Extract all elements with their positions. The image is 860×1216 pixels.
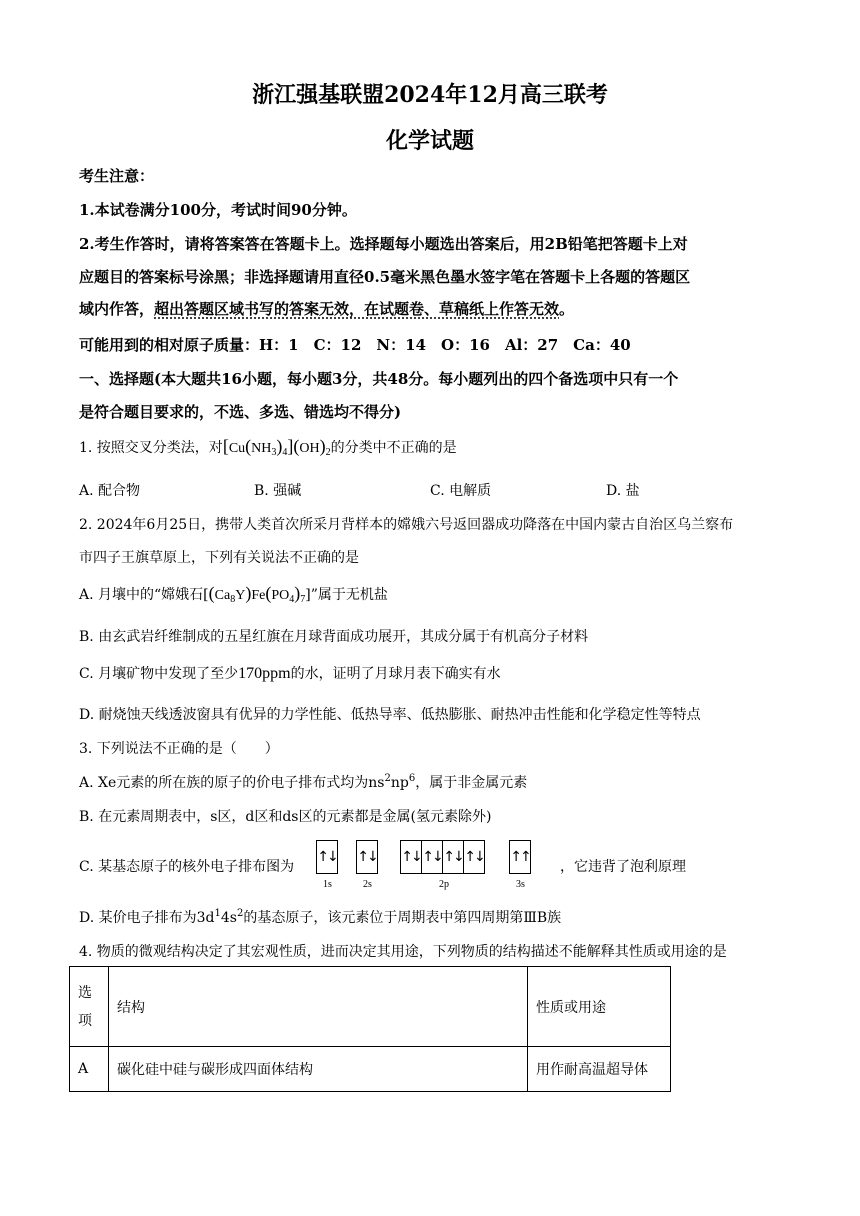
orbital-label-3s: 3s [516,879,525,890]
question-2-stem-line-2: 市四子王旗草原上，下列有关说法不正确的是 [79,550,359,566]
emphasis-text: 超出答题区域书写的答案无效，在试题卷、草稿纸上作答无效 [154,300,560,318]
q3-option-b[interactable]: B. 在元素周期表中，s区，d区和ds区的元素都是金属(氢元素除外) [79,809,492,825]
q2-option-d[interactable]: D. 耐烧蚀天线透波窗具有优异的力学性能、低热导率、低热膨胀、耐热冲击性能和化学稳定性等特点 [79,707,701,723]
header-text: 选 [78,984,92,1001]
question-text: 1. 按照交叉分类法，对 [79,440,223,456]
q2-option-b[interactable]: B. 由玄武岩纤维制成的五星红旗在月球背面成功展开，其成分属于有机高分子材料 [79,629,589,645]
option-text: D. 某价电子排布为3d [79,910,215,926]
option-text: C. 月壤矿物中发现了至少 [79,666,239,682]
table-row[interactable] [70,1047,671,1092]
up-up-arrow-icon: ↑↑ [509,840,531,874]
up-down-arrow-icon: ↑↓ [464,840,485,874]
question-2-stem-line-1: 2. 2024年6月25日，携带人类首次所采月背样本的嫦娥六号返回器成功降落在中国内蒙古自治区乌兰察布 [79,517,734,533]
table-cell: 用作耐高温超导体 [528,1047,671,1092]
option-text: ，属于非金属元素 [415,775,528,791]
q4-table [69,966,671,1092]
q1-option-b[interactable]: B. 强碱 [254,483,302,499]
q1-option-a[interactable]: A. 配合物 [79,483,141,499]
notice-text: 。 [559,300,575,318]
formula: $(Ca_8Y)Fe(PO_4)_7$ [208,583,306,605]
table-header-cell: 结构 [109,967,528,1047]
question-1-stem [79,436,457,458]
up-down-arrow-icon: ↑↓ [356,840,378,874]
option-text: 的水，证明了月球月表下确实有水 [290,666,501,682]
notice-item-1: 1.本试卷满分100分，考试时间90分钟。 [79,201,357,219]
table-header-row [70,967,671,1047]
q1-option-d[interactable]: D. 盐 [606,483,640,499]
value-text: 170ppm [238,665,291,682]
orbital-label-2s: 2s [363,879,372,890]
atomic-masses: 可能用到的相对原子质量：H：1 C：12 N：14 O：16 Al：27 Ca：40 [79,336,631,354]
exam-subtitle: 化学试题 [385,128,474,154]
formula: $[Cu(NH_3)_4](OH)_2$ [222,436,331,458]
orbital-2p [400,840,485,874]
option-text: A. 月壤中的“嫦娥石[ [79,587,209,603]
notice-item-2-line-1: 2.考生作答时，请将答案答在答题卡上。选择题每小题选出答案后，用2B铅笔把答题卡上对 [79,235,688,253]
option-text: ]”属于无机盐 [305,587,388,603]
up-down-arrow-icon: ↑↓ [422,840,443,874]
q3-option-c-suffix: ，它违背了泡利原理 [560,859,686,875]
option-text: np [390,775,409,791]
up-down-arrow-icon: ↑↓ [400,840,422,874]
header-text: 项 [78,1012,92,1029]
notice-item-2-line-2: 应题目的答案标号涂黑；非选择题请用直径0.5毫米黑色墨水签字笔在答题卡上各题的答题区 [79,268,691,286]
up-down-arrow-icon: ↑↓ [316,840,338,874]
exam-title: 浙江强基联盟2024年12月高三联考 [252,82,608,108]
q1-option-c[interactable]: C. 电解质 [430,483,492,499]
section-1-heading-line-1: 一、选择题(本大题共16小题，每小题3分，共48分。每小题列出的四个备选项中只有一个 [79,370,679,388]
notice-heading: 考生注意： [79,167,155,185]
option-text: 4s [220,910,237,926]
q2-option-c[interactable] [79,663,501,683]
question-3-stem: 3. 下列说法不正确的是（ ） [79,741,279,757]
orbital-label-1s: 1s [323,879,332,890]
option-text: 的基态原子，该元素位于周期表中第四周期第ⅢB族 [243,910,562,926]
up-down-arrow-icon: ↑↓ [443,840,464,874]
orbital-1s [316,840,338,874]
question-text: 的分类中不正确的是 [330,440,457,456]
question-4-stem: 4. 物质的微观结构决定了其宏观性质，进而决定其用途，下列物质的结构描述不能解释其性质或用途的是 [79,944,727,960]
q2-option-a[interactable] [79,583,388,605]
orbital-2s [356,840,378,874]
table-cell: 碳化硅中硅与碳形成四面体结构 [109,1047,528,1092]
q3-option-c-prefix[interactable]: C. 某基态原子的核外电子排布图为 [79,859,295,875]
notice-item-2-line-3 [79,298,574,319]
q3-option-d[interactable]: D. 某价电子排布为$3d^14s^2$的基态原子，该元素位于周期表中第四周期第ⅢB族 [79,908,562,926]
notice-text: 域内作答， [79,300,155,318]
table-header-cell [70,967,109,1047]
orbital-3s [509,840,531,874]
q3-option-a[interactable]: A. Xe元素的所在族的原子的价电子排布式均为$ns^2np^6$，属于非金属元素 [79,773,528,791]
table-cell: A [70,1047,109,1092]
table-header-cell: 性质或用途 [528,967,671,1047]
orbital-label-2p: 2p [439,879,449,890]
section-1-heading-line-2: 是符合题目要求的，不选、多选、错选均不得分) [79,403,402,421]
option-text: A. Xe元素的所在族的原子的价电子排布式均为ns [79,775,385,791]
